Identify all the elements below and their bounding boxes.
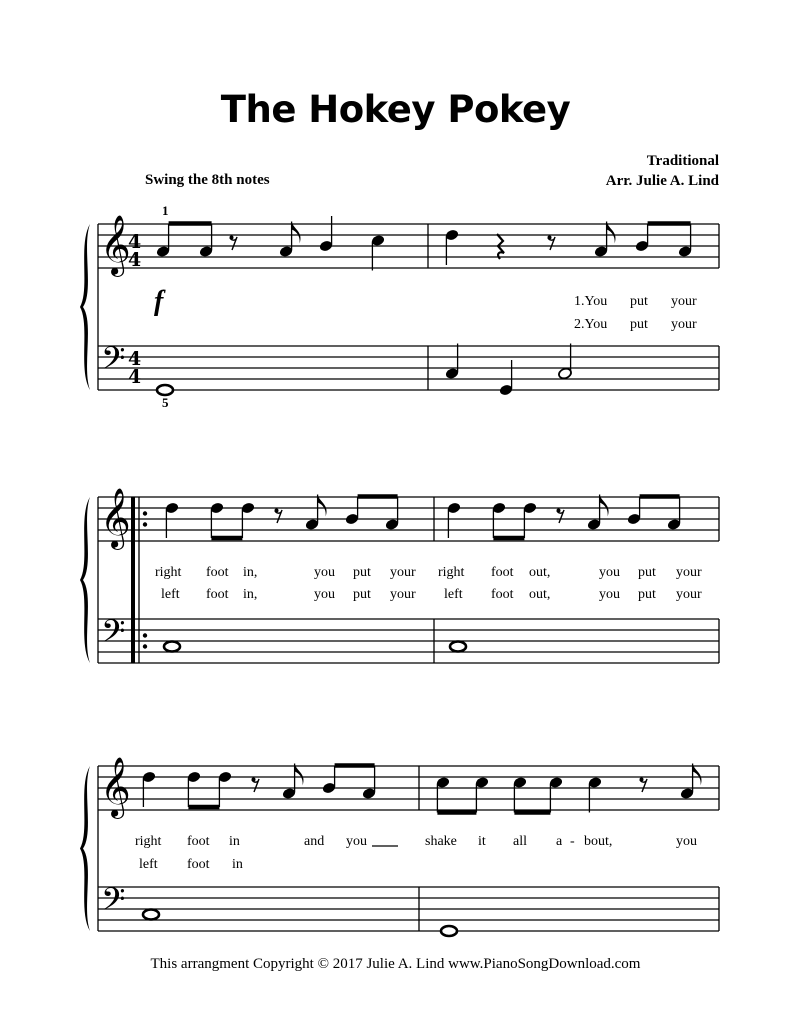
note-flag <box>295 764 304 786</box>
lyric: left <box>161 587 180 602</box>
note-flag <box>693 764 702 786</box>
lyric: right <box>155 565 182 580</box>
lyric: foot <box>187 834 210 849</box>
whole-note <box>157 385 173 395</box>
lyric: your <box>671 294 697 309</box>
lyric: shake <box>425 834 457 849</box>
lyric: your <box>671 317 697 332</box>
lyric: foot <box>187 857 210 872</box>
lyric: put <box>630 294 648 309</box>
grand-staff-brace <box>80 766 90 931</box>
lyric: in <box>229 834 240 849</box>
lyric: you <box>676 834 697 849</box>
time-signature-bottom-treble: 4 <box>128 249 142 271</box>
repeat-dot <box>143 522 147 526</box>
finger-number-right-hand: 1 <box>162 203 169 218</box>
lyric: put <box>353 565 371 580</box>
lyric: put <box>353 587 371 602</box>
lyric: put <box>630 317 648 332</box>
treble-clef: 𝄞 <box>100 757 131 817</box>
lyric: right <box>135 834 162 849</box>
lyric: foot <box>206 565 229 580</box>
lyric: left <box>139 857 158 872</box>
lyric: you <box>346 834 367 849</box>
lyric: your <box>390 565 416 580</box>
bass-clef: 𝄢 <box>101 340 126 384</box>
finger-number-left-hand: 5 <box>162 395 169 410</box>
lyric: in, <box>243 565 258 580</box>
lyric: your <box>390 587 416 602</box>
repeat-dot <box>143 511 147 515</box>
lyric: and <box>304 834 325 849</box>
lyric: foot <box>491 565 514 580</box>
grand-staff-brace <box>80 224 90 390</box>
lyric: 2.You <box>574 317 608 332</box>
eighth-rest-dot <box>252 778 256 782</box>
lyric: out, <box>529 587 551 602</box>
note-flag <box>318 495 327 517</box>
lyric: foot <box>206 587 229 602</box>
lyric: out, <box>529 565 551 580</box>
eighth-rest-dot <box>275 509 279 513</box>
lyric: put <box>638 565 656 580</box>
arranger: Arr. Julie A. Lind <box>605 173 719 189</box>
lyric: you <box>599 565 620 580</box>
tempo-marking: Swing the 8th notes <box>145 172 270 188</box>
note-flag <box>292 222 301 244</box>
treble-clef: 𝄞 <box>100 488 131 548</box>
lyric: your <box>676 565 702 580</box>
lyric: a <box>556 834 563 849</box>
whole-note <box>441 926 457 936</box>
lyric: bout, <box>584 834 613 849</box>
lyric: left <box>444 587 463 602</box>
time-signature-top-treble: 4 <box>128 231 142 253</box>
composer-traditional: Traditional <box>646 153 719 169</box>
repeat-thick-bar <box>131 497 135 663</box>
lyric: foot <box>491 587 514 602</box>
eighth-rest-dot <box>557 509 561 513</box>
lyric: you <box>314 587 335 602</box>
eighth-rest-dot <box>548 236 552 240</box>
time-signature-top-bass: 4 <box>128 348 142 370</box>
lyric: you <box>599 587 620 602</box>
bass-clef: 𝄢 <box>101 881 126 925</box>
lyric: - <box>570 834 575 849</box>
lyric: put <box>638 587 656 602</box>
lyric: it <box>478 834 486 849</box>
dynamic-forte: f <box>154 286 164 317</box>
copyright-footer: This arrangment Copyright © 2017 Julie A. Lind www.PianoSongDownload.com <box>150 956 641 972</box>
lyric: all <box>513 834 527 849</box>
lyric: in, <box>243 587 258 602</box>
time-signature-bottom-bass: 4 <box>128 366 142 388</box>
note-flag <box>600 495 609 517</box>
repeat-dot <box>143 633 147 637</box>
treble-clef: 𝄞 <box>100 215 131 275</box>
lyric: 1.You <box>574 294 608 309</box>
whole-note <box>143 910 159 920</box>
repeat-dot <box>143 644 147 648</box>
bass-clef: 𝄢 <box>101 613 126 657</box>
song-title: The Hokey Pokey <box>220 88 571 131</box>
lyric: your <box>676 587 702 602</box>
grand-staff-brace <box>80 497 90 663</box>
lyric: you <box>314 565 335 580</box>
whole-note <box>164 642 180 652</box>
eighth-rest-dot <box>230 236 234 240</box>
lyric: right <box>438 565 465 580</box>
note-flag <box>607 222 616 244</box>
whole-note <box>450 642 466 652</box>
eighth-rest-dot <box>640 778 644 782</box>
lyric: in <box>232 857 243 872</box>
